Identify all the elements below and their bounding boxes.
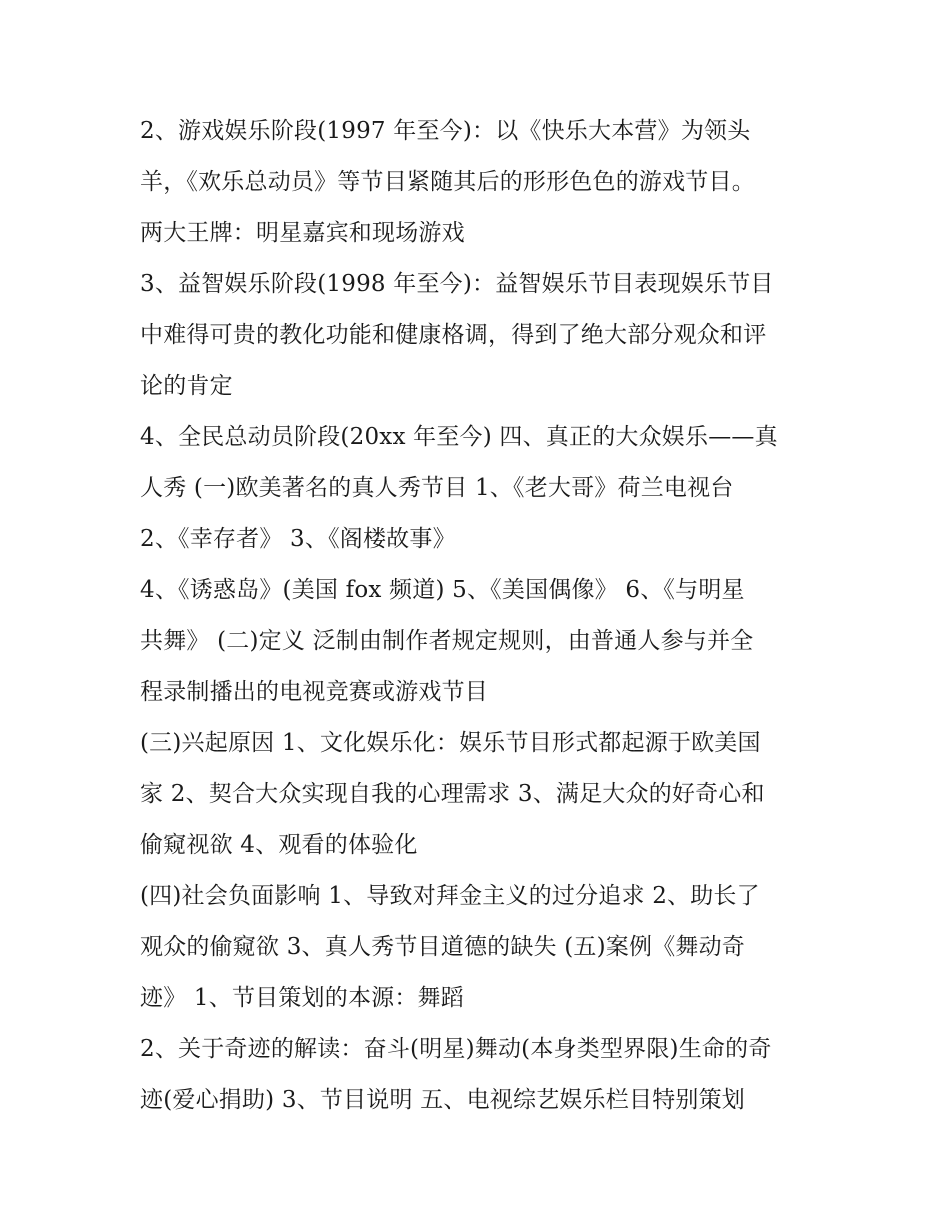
text-line: 观众的偷窥欲 3、真人秀节目道德的缺失 (五)案例《舞动奇 (140, 934, 746, 960)
text-line: 人秀 (一)欧美著名的真人秀节目 1、《老大哥》荷兰电视台 (140, 475, 734, 501)
text-line: 2、关于奇迹的解读：奋斗(明星)舞动(本身类型界限)生命的奇 (140, 1036, 772, 1062)
text-line: 偷窥视欲 4、观看的体验化 (140, 832, 418, 858)
text-line: 羊，《欢乐总动员》等节目紧随其后的形形色色的游戏节目。 (140, 169, 755, 195)
text-line: (四)社会负面影响 1、导致对拜金主义的过分追求 2、助长了 (140, 883, 760, 909)
text-line: (三)兴起原因 1、文化娱乐化：娱乐节目形式都起源于欧美国 (140, 730, 761, 756)
text-line: 迹(爱心捐助) 3、节目说明 五、电视综艺娱乐栏目特别策划 (140, 1087, 746, 1113)
text-line: 3、益智娱乐阶段(1998 年至今)：益智娱乐节目表现娱乐节目 (140, 271, 774, 297)
text-line: 迹》 1、节目策划的本源：舞蹈 (140, 985, 464, 1011)
text-line: 共舞》 (二)定义 泛制由制作者规定规则，由普通人参与并全 (140, 628, 754, 654)
text-line: 中难得可贵的教化功能和健康格调，得到了绝大部分观众和评 (140, 322, 767, 348)
text-line: 两大王牌：明星嘉宾和现场游戏 (140, 220, 465, 246)
text-line: 2、《幸存者》 3、《阁楼故事》 (140, 526, 456, 552)
text-line: 论的肯定 (140, 373, 233, 399)
text-line: 家 2、契合大众实现自我的心理需求 3、满足大众的好奇心和 (140, 781, 765, 807)
text-line: 4、《诱惑岛》(美国 fox 频道) 5、《美国偶像》 6、《与明星 (140, 577, 745, 603)
text-line: 4、全民总动员阶段(20xx 年至今) 四、真正的大众娱乐——真 (140, 424, 778, 450)
text-line: 2、游戏娱乐阶段(1997 年至今)：以《快乐大本营》为领头 (140, 118, 751, 144)
text-line: 程录制播出的电视竞赛或游戏节目 (140, 679, 488, 705)
body-text (140, 106, 830, 1126)
